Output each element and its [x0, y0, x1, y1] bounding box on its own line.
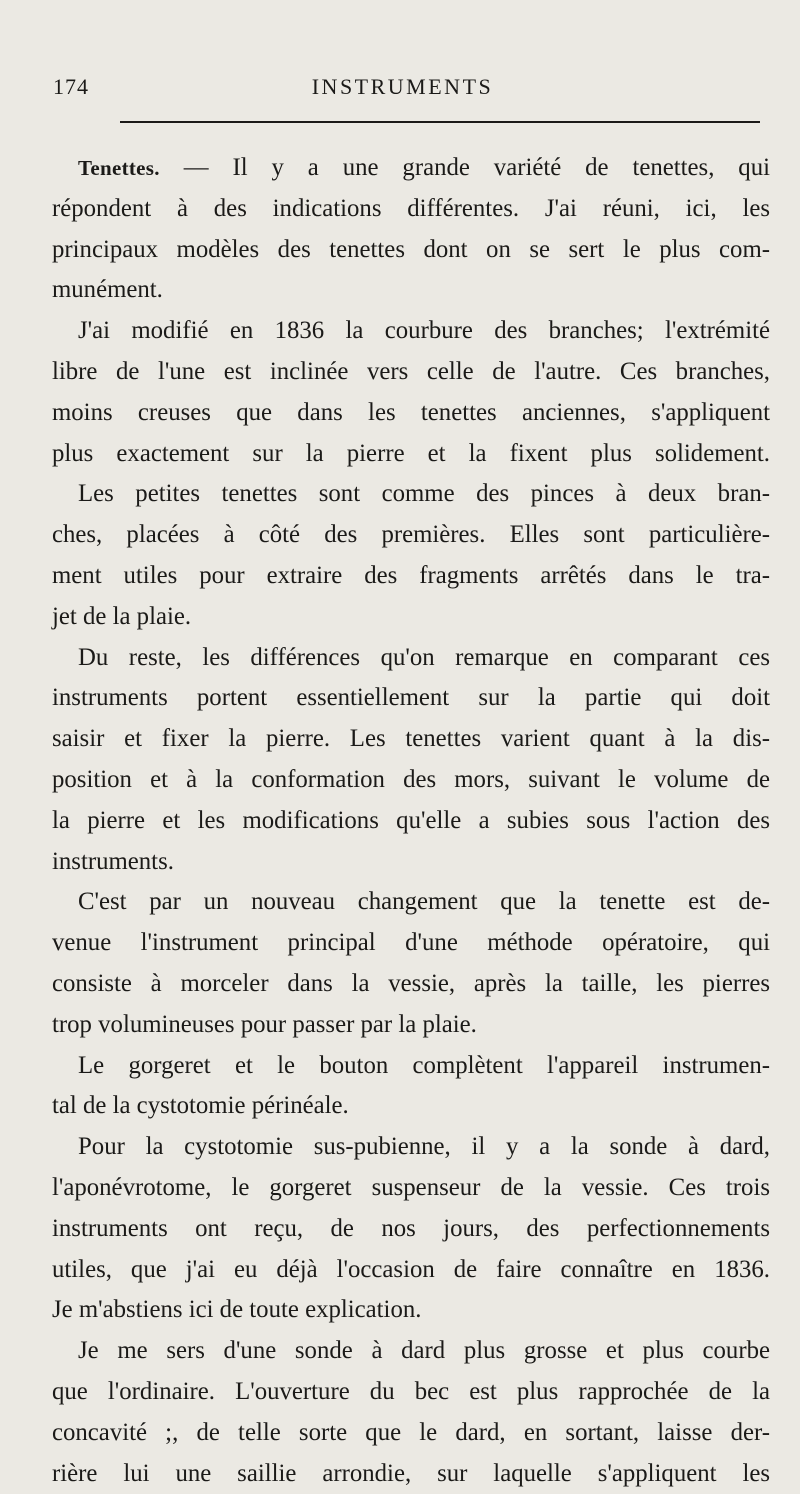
text-line: moins creuses que dans les tenettes anciennes, s'appliquent: [52, 393, 770, 434]
text-line: ment utiles pour extraire des fragments arrêtés dans le tra-: [52, 556, 770, 597]
text-line: Tenettes. — Il y a une grande variété de tenettes, qui: [52, 148, 770, 189]
running-title: INSTRUMENTS: [40, 74, 765, 100]
text-line: principaux modèles des tenettes dont on se sert le plus com-: [52, 230, 770, 271]
text-body: [52, 148, 770, 1494]
section-lead: Tenettes.: [78, 156, 160, 180]
page-number: 174: [53, 74, 89, 100]
text-line: utiles, que j'ai eu déjà l'occasion de faire connaître en 1836.: [52, 1250, 770, 1291]
text-line: concavité ;, de telle sorte que le dard, en sortant, laisse der-: [52, 1413, 770, 1454]
text-line: que l'ordinaire. L'ouverture du bec est plus rapprochée de la: [52, 1372, 770, 1413]
text-line: instruments ont reçu, de nos jours, des perfectionnements: [52, 1209, 770, 1250]
text-line: Le gorgeret et le bouton complètent l'appareil instrumen-: [52, 1046, 770, 1087]
page-header: [40, 74, 765, 104]
text-line: trop volumineuses pour passer par la plaie.: [52, 1005, 770, 1046]
text-line: saisir et fixer la pierre. Les tenettes varient quant à la dis-: [52, 719, 770, 760]
text-line: consiste à morceler dans la vessie, après la taille, les pierres: [52, 964, 770, 1005]
text-line: munément.: [52, 270, 770, 311]
text-line: jet de la plaie.: [52, 597, 770, 638]
text-line: Pour la cystotomie sus-pubienne, il y a la sonde à dard,: [52, 1127, 770, 1168]
text-line: position et à la conformation des mors, suivant le volume de: [52, 760, 770, 801]
text-line: plus exactement sur la pierre et la fixent plus solidement.: [52, 434, 770, 475]
text-line: répondent à des indications différentes. J'ai réuni, ici, les: [52, 189, 770, 230]
text-line: Je me sers d'une sonde à dard plus grosse et plus courbe: [52, 1331, 770, 1372]
text-line: tal de la cystotomie périnéale.: [52, 1086, 770, 1127]
text-line: instruments.: [52, 842, 770, 883]
text-line: l'aponévrotome, le gorgeret suspenseur de la vessie. Ces trois: [52, 1168, 770, 1209]
text-line: rière lui une saillie arrondie, sur laquelle s'appliquent les: [52, 1454, 770, 1494]
text-line: J'ai modifié en 1836 la courbure des branches; l'extrémité: [52, 311, 770, 352]
text-line: Je m'abstiens ici de toute explication.: [52, 1290, 770, 1331]
text-line: la pierre et les modifications qu'elle a subies sous l'action des: [52, 801, 770, 842]
text-line: Les petites tenettes sont comme des pinces à deux bran-: [52, 474, 770, 515]
text-line: C'est par un nouveau changement que la tenette est de-: [52, 882, 770, 923]
text-line: Du reste, les différences qu'on remarque en comparant ces: [52, 638, 770, 679]
text-line: ches, placées à côté des premières. Elles sont particulière-: [52, 515, 770, 556]
header-rule: [120, 121, 760, 123]
text-line: venue l'instrument principal d'une méthode opératoire, qui: [52, 923, 770, 964]
text-line: libre de l'une est inclinée vers celle de l'autre. Ces branches,: [52, 352, 770, 393]
text-line: instruments portent essentiellement sur la partie qui doit: [52, 678, 770, 719]
